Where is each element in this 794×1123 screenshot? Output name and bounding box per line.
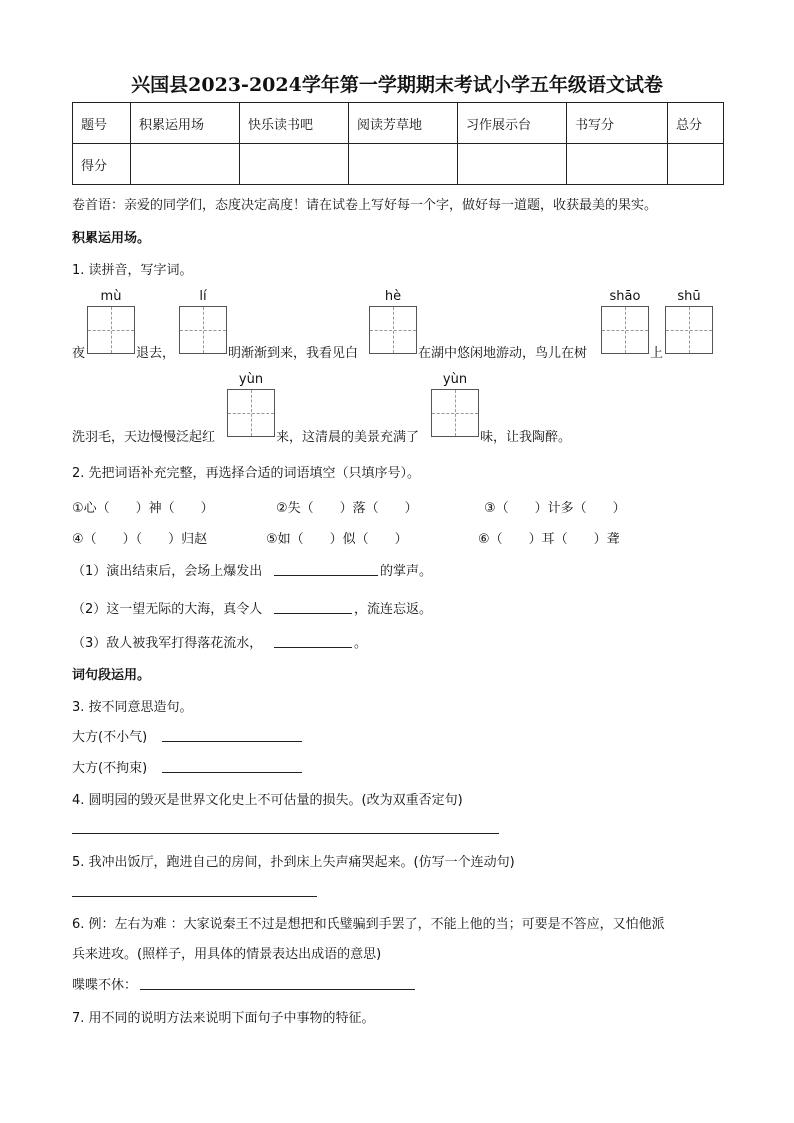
score-value-row [73,144,724,185]
idiom-item: ④（ ）（ ）归赵 [72,532,208,547]
fill-sentence-text: （3）敌人被我军打得落花流水， [72,636,263,651]
idiom-prompt: 喋喋不休： [72,978,138,993]
pinyin-label: yùn [238,372,264,387]
tianzige-box[interactable] [87,306,135,354]
pinyin-label: yùn [442,372,468,387]
tianzige-box[interactable] [179,306,227,354]
answer-line[interactable] [72,833,499,834]
page-title: 兴国县2023-2024学年第一学期期末考试小学五年级语文试卷 [131,74,663,96]
score-header-cell: 积累运用场 [131,103,240,144]
idiom-item: ①心（ ）神（ ） [72,501,214,516]
question-4-stem: 4. 圆明园的毁灭是世界文化史上不可估量的损失。(改为双重否定句) [72,793,463,808]
sentence-prompt: 大方(不小气) [72,730,148,745]
score-input-cell[interactable] [240,144,349,185]
score-header-cell: 习作展示台 [458,103,567,144]
score-header-cell: 题号 [73,103,131,144]
idiom-item: ⑤如（ ）似（ ） [266,532,408,547]
section-heading: 积累运用场。 [72,231,151,246]
section-heading: 词句段运用。 [72,668,151,683]
answer-blank[interactable] [274,575,378,576]
fill-sentence-text: 。 [354,636,368,651]
answer-line[interactable] [140,989,415,990]
tianzige-box[interactable] [601,306,649,354]
sentence-fragment: 上 [650,346,664,361]
score-input-cell[interactable] [567,144,668,185]
score-header-row [73,103,724,144]
score-input-cell[interactable] [131,144,240,185]
intro-text: 卷首语：亲爱的同学们，态度决定高度！请在试卷上写好每一个字，做好每一道题，收获最美的果实。 [72,198,658,213]
question-6-stem-cont: 兵来进攻。(照样子，用具体的情景表达出成语的意思) [72,947,382,962]
sentence-fragment: 退去， [136,346,176,361]
sentence-fragment: 夜 [72,346,86,361]
tianzige-box[interactable] [665,306,713,354]
answer-line[interactable] [72,896,317,897]
sentence-fragment: 来，这清晨的美景充满了 [276,430,420,445]
sentence-prompt: 大方(不拘束) [72,761,148,776]
question-5-stem: 5. 我冲出饭厅，跑进自己的房间，扑到床上失声痛哭起来。(仿写一个连动句) [72,855,515,870]
fill-sentence-text: （2）这一望无际的大海，真令人 [72,602,263,617]
sentence-fragment: 味，让我陶醉。 [480,430,572,445]
score-input-cell[interactable] [458,144,567,185]
fill-sentence-text: （1）演出结束后，会场上爆发出 [72,564,263,579]
question-2-stem: 2. 先把词语补充完整，再选择合适的词语填空（只填序号）。 [72,466,421,481]
score-header-cell: 总分 [668,103,724,144]
pinyin-label: mù [100,289,122,304]
pinyin-label: hè [384,289,402,304]
score-input-cell[interactable] [668,144,724,185]
score-header-cell: 快乐读书吧 [240,103,349,144]
answer-line[interactable] [162,741,302,742]
pinyin-label: shāo [609,289,641,304]
score-row-label: 得分 [73,144,131,185]
tianzige-box[interactable] [431,389,479,437]
answer-blank[interactable] [274,647,352,648]
pinyin-label: shū [677,289,701,304]
question-7-stem: 7. 用不同的说明方法来说明下面句子中事物的特征。 [72,1011,375,1026]
idiom-item: ②失（ ）落（ ） [276,501,418,516]
sentence-fragment: 在湖中悠闲地游动，鸟儿在树 [418,346,588,361]
idiom-item: ③（ ）计多（ ） [484,501,626,516]
question-3-stem: 3. 按不同意思造句。 [72,700,193,715]
score-table [72,102,724,185]
answer-line[interactable] [162,772,302,773]
score-input-cell[interactable] [349,144,458,185]
question-6-stem: 6. 例：左右为难 ：大家说秦王不过是想把和氏璧骗到手罢了，不能上他的当；可要是不答应，又怕他派 [72,917,665,932]
idiom-item: ⑥（ ）耳（ ）聋 [478,532,620,547]
answer-blank[interactable] [274,613,352,614]
score-header-cell: 阅读芳草地 [349,103,458,144]
sentence-fragment: 明渐渐到来，我看见白 [228,346,359,361]
pinyin-label: lí [199,289,207,304]
question-1-stem: 1. 读拼音，写字词。 [72,263,193,278]
tianzige-box[interactable] [369,306,417,354]
fill-sentence-text: 的掌声。 [380,564,433,579]
score-header-cell: 书写分 [567,103,668,144]
sentence-fragment: 洗羽毛，天边慢慢泛起红 [72,430,216,445]
tianzige-box[interactable] [227,389,275,437]
fill-sentence-text: ，流连忘返。 [354,602,433,617]
